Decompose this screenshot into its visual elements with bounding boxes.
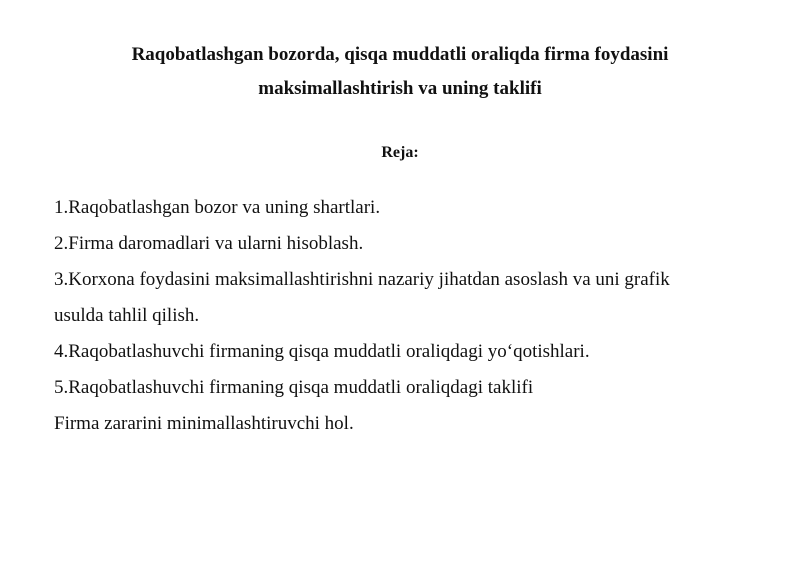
plan-heading: Reja:: [381, 144, 419, 161]
plan-item: 2.Firma daromadlari va ularni hisoblash.: [54, 233, 364, 254]
plan-list: [54, 190, 754, 442]
title-line-1: Raqobatlashgan bozorda, qisqa muddatli oraliqda firma foydasini: [131, 44, 669, 65]
plan-item: 5.Raqobatlashuvchi firmaning qisqa muddatli oraliqdagi taklifi: [54, 377, 534, 398]
title-line-2: maksimallashtirish va uning taklifi: [258, 78, 542, 99]
plan-item: 3.Korxona foydasini maksimallashtirishni nazariy jihatdan asoslash va uni grafik: [54, 269, 670, 290]
plan-item: usulda tahlil qilish.: [54, 305, 200, 326]
document-title: [60, 38, 740, 106]
plan-item: 1.Raqobatlashgan bozor va uning shartlari.: [54, 197, 381, 218]
plan-item: Firma zararini minimallashtiruvchi hol.: [54, 413, 354, 434]
plan-item: 4.Raqobatlashuvchi firmaning qisqa muddatli oraliqdagi yo‘qotishlari.: [54, 341, 590, 362]
